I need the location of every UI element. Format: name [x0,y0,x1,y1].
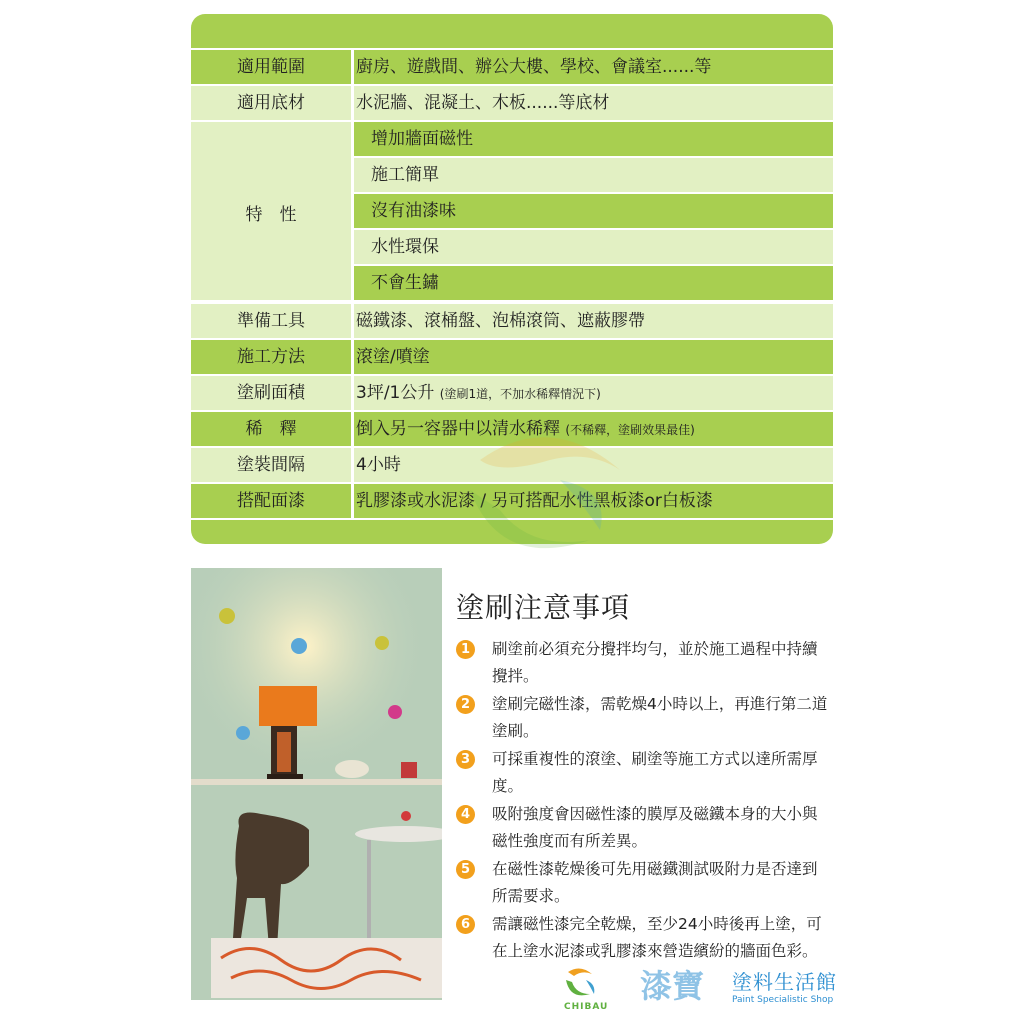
note-text: 需讓磁性漆完全乾燥，至少24小時後再上塗，可在上塗水泥漆或乳膠漆來營造繽紛的牆面色彩。 [492,915,822,960]
spec-value [356,86,609,120]
spec-label: 施工方法 [237,347,305,367]
spec-row [191,340,833,374]
note-number-badge: 5 [456,860,475,879]
spec-value [356,304,645,338]
brand-name: 漆寶 [640,967,705,1005]
spec-value [356,448,401,482]
spec-value-text: 廚房、遊戲間、辦公大樓、學校、會議室......等 [356,57,712,77]
feature-row [354,194,833,228]
note-text: 吸附強度會因磁性漆的膜厚及磁鐵本身的大小與磁性強度而有所差異。 [492,805,818,850]
spec-value-text: 滾塗/噴塗 [356,347,430,367]
spec-label: 適用底材 [237,93,305,113]
feature-row [354,230,833,264]
note-text: 在磁性漆乾燥後可先用磁鐵測試吸附力是否達到所需要求。 [492,860,818,905]
spec-value [356,50,711,84]
spec-value-text: 4小時 [356,455,401,475]
spec-value-text: 3坪/1公升 [356,383,440,403]
note-text: 塗刷完磁性漆，需乾燥4小時以上，再進行第二道塗刷。 [492,695,828,740]
feature-item: 不會生鏽 [371,273,439,293]
spec-table-header-bar [191,14,833,48]
spec-label: 塗裝間隔 [237,455,305,475]
brand-tagline: 塗料生活館 [732,970,837,994]
brand-logo [560,966,890,1014]
column-divider [351,50,354,520]
spec-value-text: 磁鐵漆、滾桶盤、泡棉滾筒、遮蔽膠帶 [356,311,645,331]
spec-row [191,50,833,84]
notes-title: 塗刷注意事項 [456,591,631,624]
spec-row [191,86,833,120]
spec-value-note: (不稀釋，塗刷效果最佳) [565,423,695,437]
spec-label: 塗刷面積 [237,383,305,403]
spec-value-text: 水泥牆、混凝土、木板......等底材 [356,93,610,113]
spec-value [356,340,430,374]
spec-label: 準備工具 [237,311,305,331]
note-number-badge: 3 [456,750,475,769]
spec-value-text: 乳膠漆或水泥漆 / 另可搭配水性黑板漆or白板漆 [356,491,713,511]
note-number-badge: 4 [456,805,475,824]
spec-value-text: 倒入另一容器中以清水稀釋 [356,419,566,439]
note-number-badge: 1 [456,640,475,659]
spec-label: 適用範圍 [237,57,305,77]
spec-row [191,304,833,338]
feature-item: 施工簡單 [371,165,439,185]
feature-item: 水性環保 [371,237,439,257]
watermark-logo-icon [440,420,660,580]
feature-item: 沒有油漆味 [371,201,456,221]
spec-row [191,376,833,410]
chibau-logo-icon [560,966,600,1002]
note-text: 可採重複性的滾塗、刷塗等施工方式以達所需厚度。 [492,750,818,795]
note-number-badge: 2 [456,695,475,714]
note-text: 刷塗前必須充分攪拌均勻，並於施工過程中持續攪拌。 [492,640,818,685]
room-photo [191,568,442,1000]
features-label: 特 性 [245,205,297,225]
feature-row [354,266,833,300]
spec-label: 稀 釋 [245,419,297,439]
brand-subline: Paint Specialistic Shop [732,995,834,1005]
feature-row [354,158,833,192]
room-illustration [191,568,442,1000]
spec-value-note: (塗刷1道，不加水稀釋情況下) [439,387,601,401]
feature-row [354,122,833,156]
brand-logo-text: CHIBAU [564,1002,609,1012]
feature-item: 增加牆面磁性 [371,129,473,149]
spec-label: 搭配面漆 [237,491,305,511]
note-number-badge: 6 [456,915,475,934]
spec-value [356,376,601,410]
